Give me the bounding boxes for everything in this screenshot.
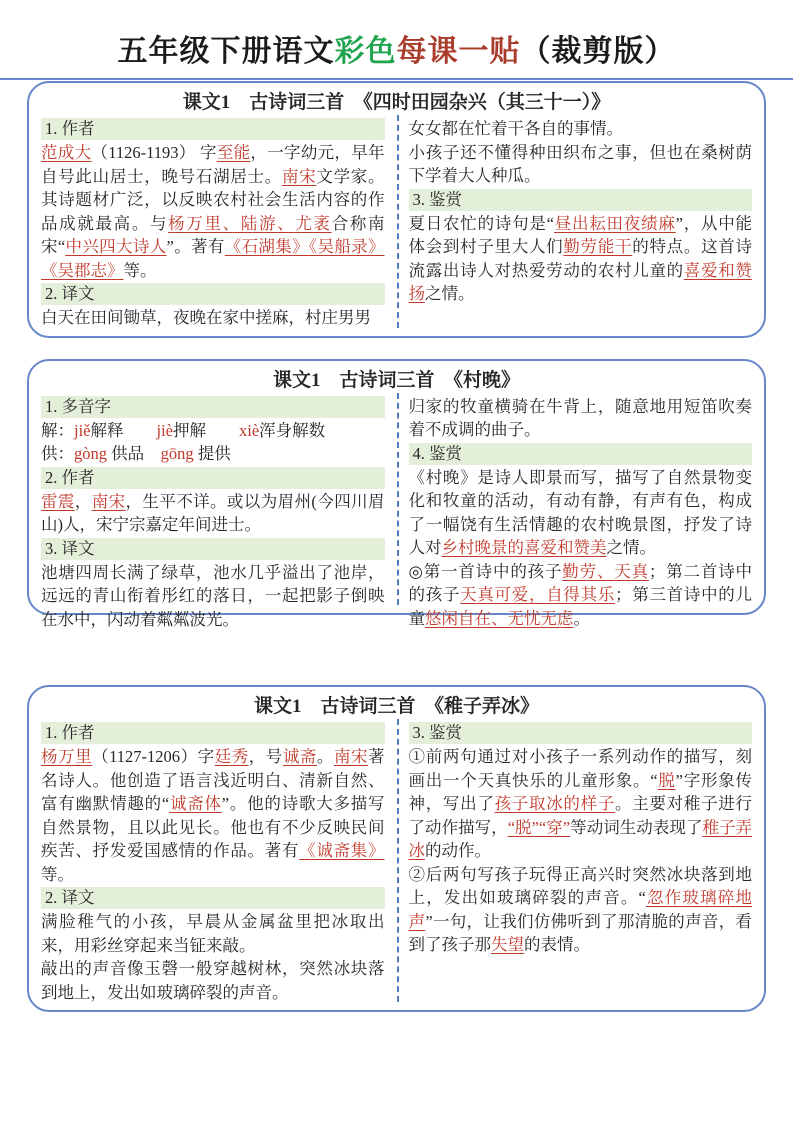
highlight-run: 孩子取冰的样子 (494, 794, 616, 813)
text-run: ”字形象传神，写出了 (408, 770, 753, 813)
highlight-run: 悠闲自在、无忧无虑 (425, 608, 574, 628)
pinyin-run: gòng (74, 444, 107, 463)
text-run: （1126-1193） 字 (91, 143, 217, 162)
highlight-run: 至能 (216, 143, 251, 162)
highlight-run: 勤劳能干 (563, 237, 633, 256)
text-run: ，号 (248, 747, 283, 766)
text-run: ；第三首诗中的儿童 (408, 585, 753, 628)
column-divider (397, 719, 399, 1002)
text-run: ◎第一首诗中的孩子 (408, 561, 563, 581)
highlight-run: 诚斋 (282, 747, 317, 766)
right-column (397, 117, 755, 330)
text-run: 供： (41, 444, 74, 463)
paragraph-text (409, 863, 753, 957)
text-run: ”。他的诗歌大多描写自然景物，且以此见长。他也有不少反映民间疾苦、抒发爱国感情的作品。著有 (41, 794, 385, 860)
text-run: 敲出的声音像玉磬一般穿越树林，突然冰块落到地上，发出如玻璃碎裂的声音。 (41, 959, 385, 1002)
text-run: （1127-1206）字 (92, 747, 215, 766)
section-header: 2. 作者 (41, 467, 385, 489)
text-run: 小孩子还不懂得种田织布之事，但也在桑树荫下学着大人种瓜。 (408, 142, 752, 185)
paragraph-text (41, 957, 385, 1004)
section-header: 1. 多音字 (41, 396, 385, 418)
highlight-run: 廷秀 (214, 747, 249, 766)
text-run: 解释 (90, 420, 157, 440)
card-content (27, 359, 766, 640)
highlight-run: 《石湖集》《吴船录》《吴郡志》 (41, 237, 385, 280)
highlight-run: 范成大 (41, 143, 92, 162)
paragraph-text (409, 141, 753, 188)
paragraph-text (409, 117, 753, 141)
text-run: 浑身解数 (259, 420, 326, 440)
text-run: 之情。 (425, 284, 475, 303)
section-header: 1. 作者 (41, 722, 385, 744)
text-run: 供品 (107, 444, 161, 463)
text-run: 押解 (173, 420, 239, 440)
text-run: 提供 (193, 444, 231, 463)
highlight-run: 雷震 (41, 491, 75, 511)
text-run: 归家的牧童横骑在牛背上，随意地用短笛吹奏着不成调的曲子。 (408, 396, 752, 439)
highlight-run: 诚斋体 (169, 794, 222, 813)
card-columns (39, 117, 754, 330)
card-columns (39, 721, 754, 1004)
highlight-run: 杨万里 (41, 747, 93, 766)
text-run: ”一句，让我们仿佛听到了那清脆的声音，看到了孩子那 (408, 911, 752, 954)
paragraph-text (41, 745, 385, 886)
page-title (0, 0, 793, 78)
paragraph-text (41, 490, 385, 537)
highlight-run: 失望 (491, 935, 524, 954)
text-run: ， (74, 491, 92, 511)
highlight-run: 天真可爱，自得其乐 (460, 585, 616, 604)
highlight-run: 稚子弄冰 (408, 817, 753, 860)
text-run: 。主要对稚子进行了动作描写， (408, 794, 753, 837)
text-run: 夏日农忙的诗句是“ (408, 213, 554, 233)
card-content (27, 685, 766, 1012)
text-run: 女女都在忙着干各自的事情。 (408, 119, 623, 138)
highlight-run: 南宋 (333, 747, 369, 766)
text-run: 的动作。 (425, 841, 491, 860)
text-run: 。 (573, 608, 590, 628)
highlight-run: 喜爱和赞扬 (408, 260, 753, 303)
text-run: ，一字幼元，早年自号此山居士，晚号石湖居士。 (41, 143, 385, 186)
section-header: 3. 鉴赏 (409, 189, 753, 211)
highlight-run: 忽作玻璃碎地声 (408, 888, 753, 931)
title-text-run: （裁剪版） (520, 35, 676, 68)
text-run: 等动词生动表现了 (570, 817, 703, 837)
highlight-run: 乡村晚景的喜爱和赞美 (441, 538, 607, 557)
section-header: 2. 译文 (41, 887, 385, 909)
section-header: 3. 鉴赏 (409, 722, 753, 744)
lesson-card (27, 81, 766, 338)
title-text-run: 彩色 (334, 35, 397, 68)
text-run: 《村晚》是诗人即景而写，描写了自然景物变化和牧童的活动，有动有静，有声有色，构成了一幅饶有生活情趣的农村晚景图，抒发了诗人对 (408, 467, 752, 557)
text-run: ”。著有 (166, 237, 225, 256)
column-divider (397, 115, 399, 328)
highlight-run: 南宋 (281, 166, 317, 186)
paragraph-text (409, 212, 753, 306)
text-run: ②后两句写孩子玩得正高兴时突然冰块落到地上，发出如玻璃碎裂的声音。“ (408, 864, 752, 907)
left-column (39, 117, 397, 330)
section-header: 2. 译文 (41, 283, 385, 305)
paragraph-text (409, 466, 753, 560)
text-run: 白天在田间锄草，夜晚在家中搓麻，村庄男男 (41, 308, 371, 327)
highlight-run: 杨万里、陆游、尤袤 (168, 213, 332, 233)
column-divider (397, 393, 399, 606)
paragraph-text (41, 141, 385, 282)
paragraph-text (41, 306, 385, 330)
section-header: 4. 鉴赏 (409, 443, 753, 465)
text-run: 满脸稚气的小孩，早晨从金属盆里把冰取出来，用彩丝穿起来当钲来敲。 (41, 912, 385, 955)
text-run: ；第二首诗中的孩子 (408, 561, 753, 604)
pinyin-run: jiě (74, 420, 91, 440)
cards-container (0, 81, 793, 1012)
pinyin-run: jiè (156, 420, 173, 440)
left-column (39, 721, 397, 1004)
text-run: 解： (41, 420, 74, 440)
pinyin-run: gōng (160, 444, 194, 463)
text-run: 之情。 (606, 538, 656, 557)
text-run: ”，从中能体会到村子里大人们 (408, 213, 753, 256)
text-run: 的表情。 (524, 935, 590, 954)
highlight-run: 中兴四大诗人 (65, 237, 167, 256)
highlight-run: “脱”“穿” (507, 817, 571, 837)
card-title: 课文1 古诗词三首 《稚子弄冰》 (253, 696, 539, 717)
text-run: ，生平不详。或以为眉州(今四川眉山)人，宋宁宗嘉定年间进士。 (41, 491, 385, 534)
title-divider (0, 78, 793, 80)
card-content (27, 81, 766, 338)
paragraph-text (409, 395, 753, 442)
highlight-run: 脱 (657, 770, 676, 790)
section-header: 1. 作者 (41, 118, 385, 140)
text-run: ①前两句通过对小孩子一系列动作的描写，刻画出一个天真快乐的儿童形象。“ (408, 747, 752, 790)
section-header: 3. 译文 (41, 538, 385, 560)
text-run: 等。 (41, 864, 74, 884)
card-title: 课文1 古诗词三首 《村晚》 (272, 369, 520, 391)
card-title: 课文1 古诗词三首 《四时田园杂兴（其三十一）》 (182, 92, 611, 113)
text-run: 文学家。其诗题材广泛，以反映农村社会生活内容的作品成就最高。与 (41, 166, 385, 233)
paragraph-text (409, 745, 753, 863)
title-text-run: 五年级下册语文 (117, 35, 335, 68)
lesson-card (27, 685, 766, 1012)
text-run: 的特点。这首诗流露出诗人对热爱劳动的农村儿童的 (408, 237, 753, 280)
left-column (39, 395, 397, 632)
paragraph-text (41, 442, 385, 466)
title-text-run: 每课一贴 (396, 35, 521, 68)
paragraph-text (409, 560, 753, 631)
text-run: 合称南宋“ (41, 213, 385, 256)
right-column (397, 395, 755, 632)
text-run: 。 (316, 747, 334, 766)
text-run: 著名诗人。他创造了语言浅近明白、清新自然、富有幽默情趣的“ (41, 747, 385, 813)
text-run: 池塘四周长满了绿草，池水几乎溢出了池岸，远远的青山衔着彤红的落日，一起把影子倒映在水中，闪动着粼粼波光。 (41, 562, 385, 629)
highlight-run: 《诚斋集》 (299, 841, 385, 860)
paragraph-text (41, 419, 385, 443)
card-columns (39, 395, 754, 632)
pinyin-run: xiè (239, 420, 260, 440)
right-column (397, 721, 755, 1004)
paragraph-text (41, 561, 385, 632)
paragraph-text (41, 910, 385, 957)
text-run: 等。 (123, 260, 157, 280)
highlight-run: 南宋 (91, 491, 126, 511)
highlight-run: 昼出耘田夜绩麻 (553, 213, 676, 233)
lesson-card (27, 359, 766, 640)
highlight-run: 勤劳、天真 (562, 561, 649, 581)
